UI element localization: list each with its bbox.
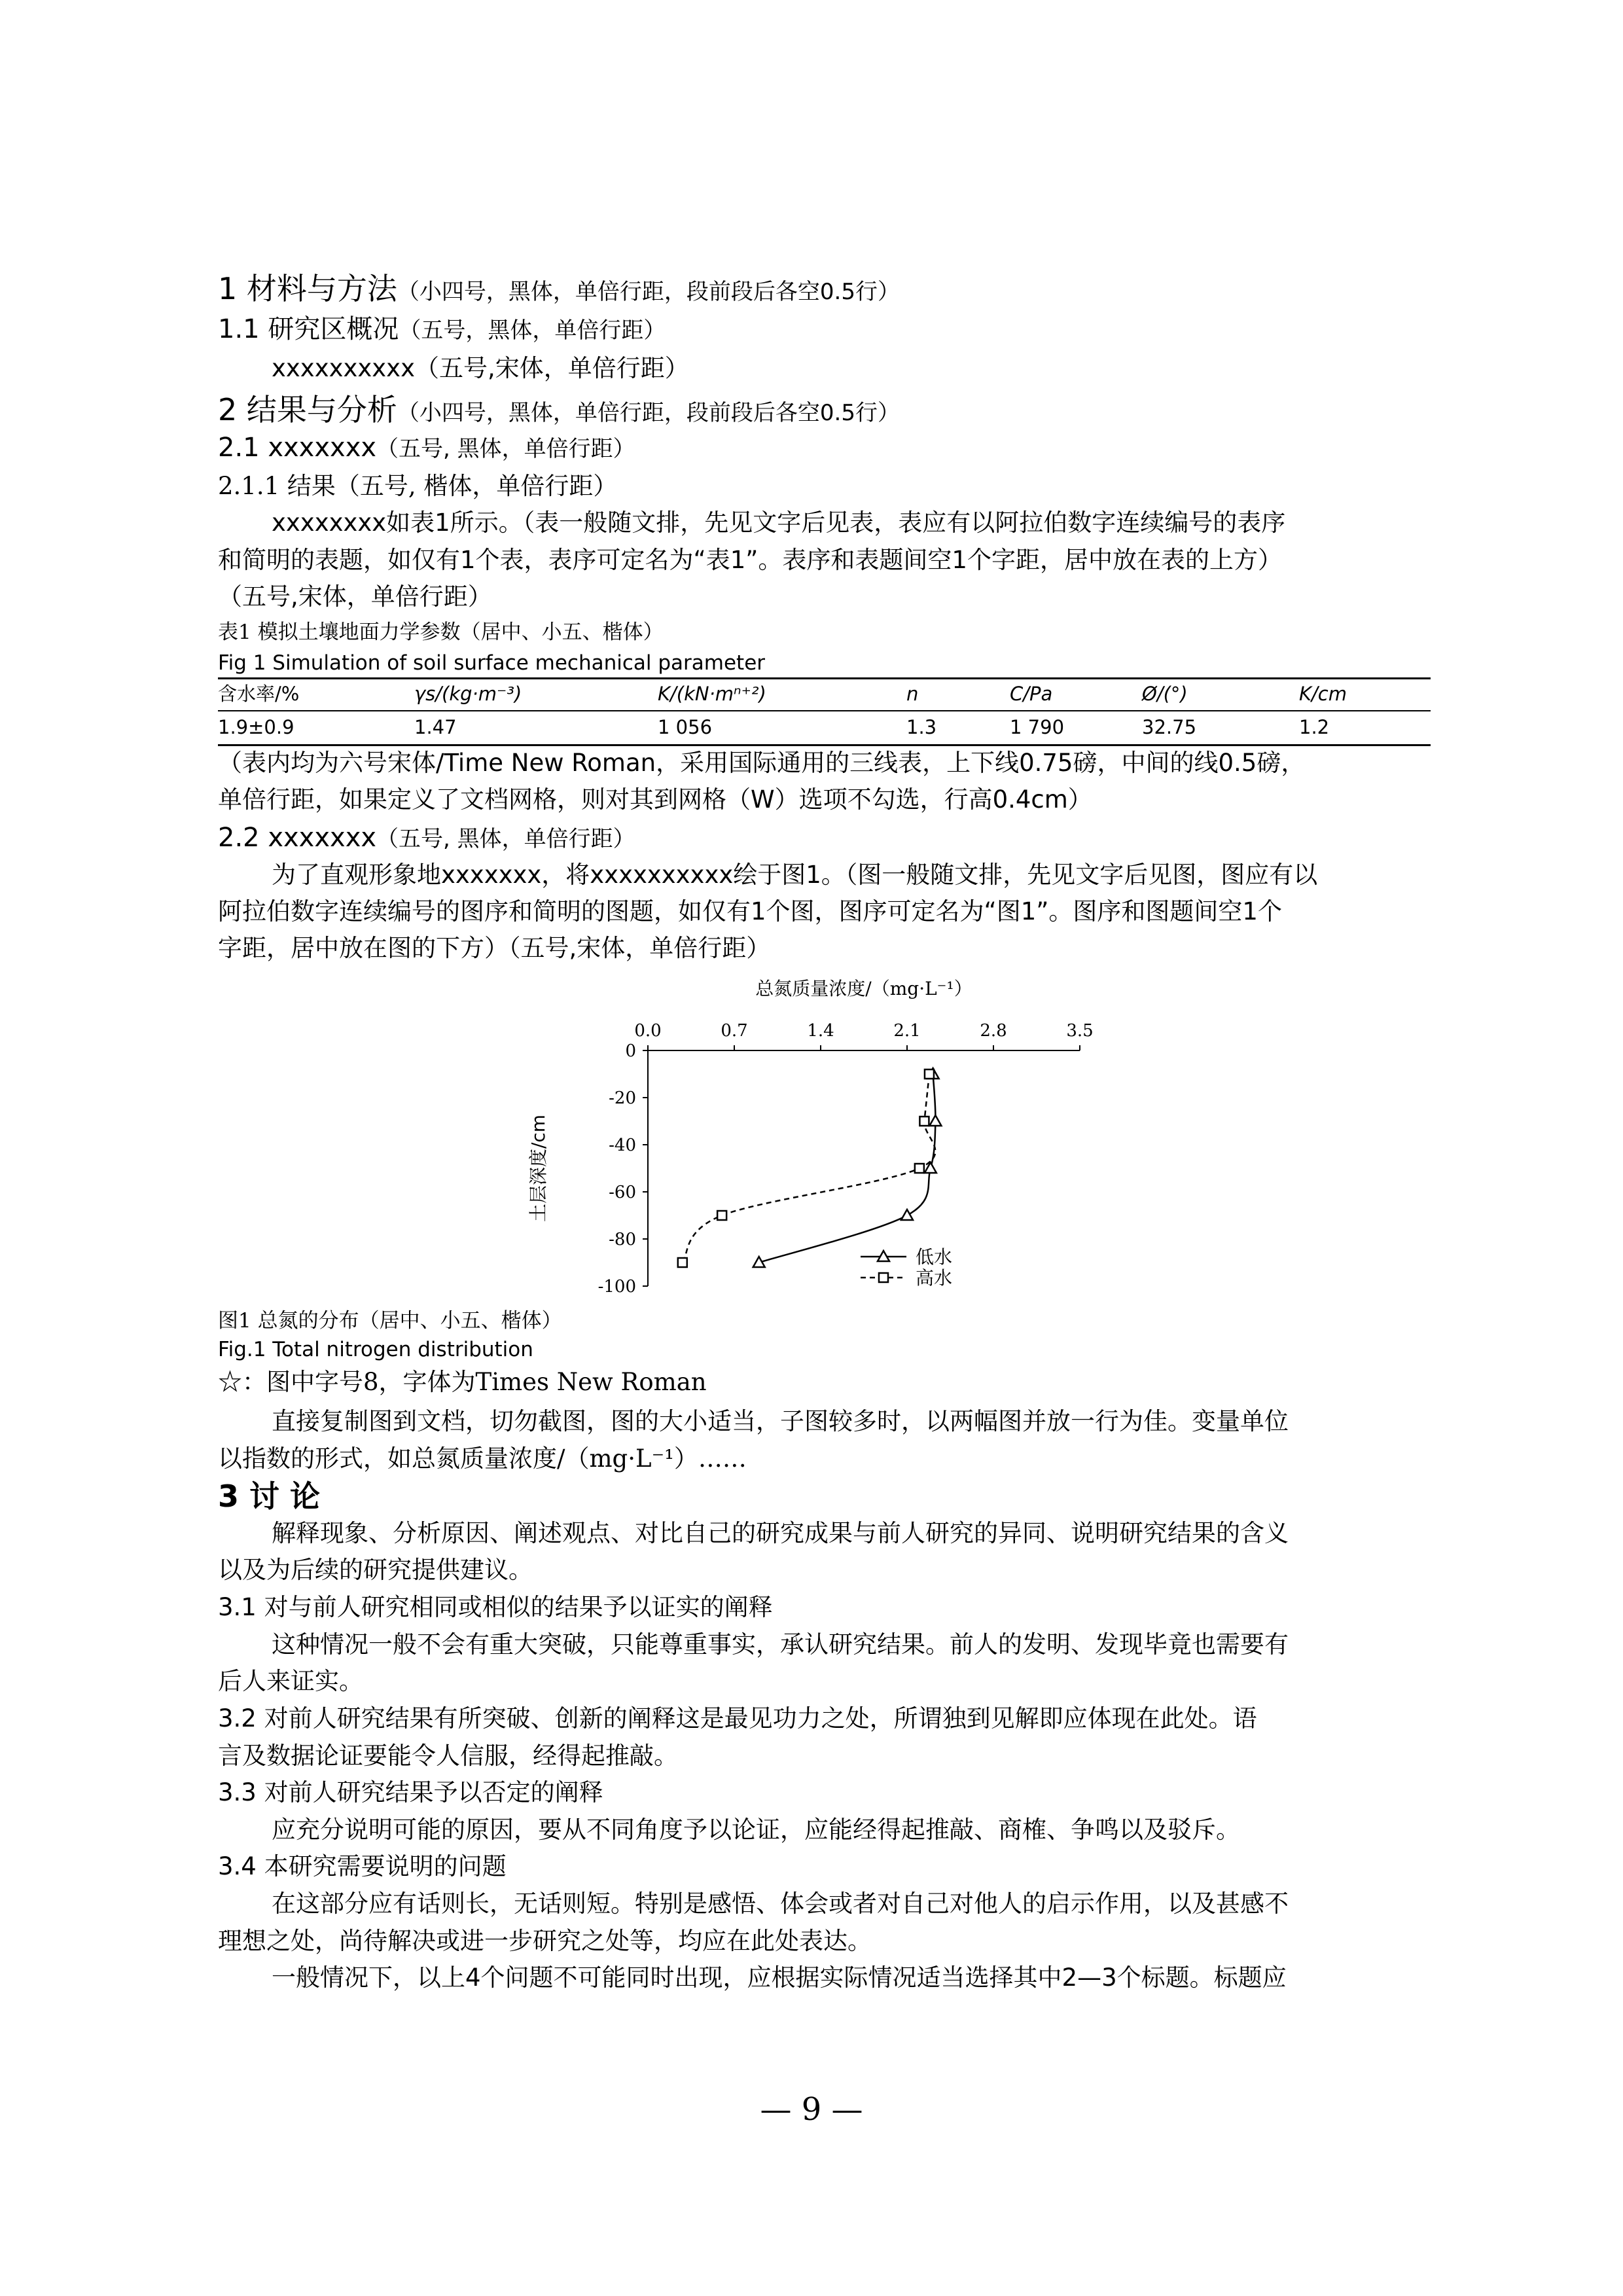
paragraph-line: 阿拉伯数字连续编号的图序和简明的图题，如仅有1个图，图序可定名为“图1”。图序和图题间空1个 xyxy=(218,897,1282,925)
y-tick-label: -80 xyxy=(609,1230,636,1249)
table-note-line: （表内均为六号宋体/Time New Roman，采用国际通用的三线表，上下线0.75磅，中间的线0.5磅， xyxy=(218,749,1306,777)
legend-label: 高水 xyxy=(916,1267,953,1289)
paragraph-line: 在这部分应有话则长，无话则短。特别是感悟、体会或者对自己对他人的启示作用，以及甚感不 xyxy=(272,1890,1289,1918)
section-2-1-heading: 2.1 xxxxxxx（五号, 黑体，单倍行距） xyxy=(218,433,635,463)
table-header-cell: K/cm xyxy=(1299,683,1347,705)
table-cell: 1.9±0.9 xyxy=(218,716,294,738)
paragraph-line: 字距，居中放在图的下方）（五号,宋体，单倍行距） xyxy=(218,934,771,962)
table-mid-rule xyxy=(218,710,1431,711)
table-cell: 32.75 xyxy=(1142,716,1197,738)
chart-title: 总氮质量浓度/（mg·L⁻¹） xyxy=(755,978,972,999)
series-line-low-water xyxy=(759,1074,936,1263)
figure-caption-en: Fig.1 Total nitrogen distribution xyxy=(218,1338,533,1361)
section-1-1-body: xxxxxxxxxx（五号,宋体，单倍行距） xyxy=(272,354,689,382)
x-tick-label: 1.4 xyxy=(807,1021,834,1041)
section-1-1-heading: 1.1 研究区概况（五号，黑体，单倍行距） xyxy=(218,314,666,344)
section-3-2-heading: 3.2 对前人研究结果有所突破、创新的阐释这是最见功力之处，所谓独到见解即应体现在此处。语 xyxy=(218,1704,1257,1732)
y-tick-label: 0 xyxy=(625,1041,636,1061)
table-header-cell: Ø/(°) xyxy=(1142,683,1188,705)
legend-marker xyxy=(879,1273,888,1282)
x-tick-label: 0.7 xyxy=(721,1021,748,1041)
paragraph-line: 以指数的形式，如总氮质量浓度/（mg·L⁻¹）…… xyxy=(218,1444,747,1473)
table-cell: 1.2 xyxy=(1299,716,1330,738)
x-tick-label: 0.0 xyxy=(634,1021,662,1041)
data-point-triangle xyxy=(929,1115,941,1126)
y-axis-label: 土层深度/cm xyxy=(527,1114,549,1223)
y-tick-label: -60 xyxy=(609,1183,636,1202)
series-line-high-water xyxy=(683,1074,935,1263)
paragraph-line: （五号,宋体，单倍行距） xyxy=(218,583,492,611)
x-tick-label: 2.8 xyxy=(980,1021,1007,1041)
table-header-cell: n xyxy=(906,683,919,705)
table-top-rule xyxy=(218,677,1431,679)
nitrogen-depth-chart xyxy=(504,969,1132,1309)
table-caption-en: Fig 1 Simulation of soil surface mechanical parameter xyxy=(218,651,766,675)
table-header-cell: C/Pa xyxy=(1010,683,1053,705)
page-number: — 9 — xyxy=(760,2091,863,2128)
y-tick-label: -100 xyxy=(597,1277,636,1297)
table-bottom-rule xyxy=(218,744,1431,746)
paragraph-line: 言及数据论证要能令人信服，经得起推敲。 xyxy=(218,1742,678,1770)
paragraph-line: 为了直观形象地xxxxxxx，将xxxxxxxxxx绘于图1。（图一般随文排，先见文字后见图，图应有以 xyxy=(272,861,1318,889)
section-3-heading: 3 讨 论 xyxy=(218,1479,321,1514)
figure-note: ☆：图中字号8，字体为Times New Roman xyxy=(218,1368,707,1396)
table-cell: 1.3 xyxy=(906,716,937,738)
data-point-square xyxy=(915,1164,924,1173)
table-cell: 1.47 xyxy=(414,716,457,738)
section-3-3-heading: 3.3 对前人研究结果予以否定的阐释 xyxy=(218,1778,603,1806)
table-header-cell: K/(kN·mⁿ⁺²) xyxy=(658,683,766,705)
table-header-cell: γs/(kg·m⁻³) xyxy=(414,683,522,705)
section-2-2-heading: 2.2 xxxxxxx（五号, 黑体，单倍行距） xyxy=(218,823,635,853)
paragraph-line: 以及为后续的研究提供建议。 xyxy=(218,1556,533,1584)
paragraph-line: 理想之处，尚待解决或进一步研究之处等，均应在此处表达。 xyxy=(218,1927,872,1955)
legend-label: 低水 xyxy=(916,1246,953,1268)
x-tick-label: 3.5 xyxy=(1066,1021,1094,1041)
paragraph-line: 这种情况一般不会有重大突破，只能尊重事实，承认研究结果。前人的发明、发现毕竟也需要有 xyxy=(272,1630,1289,1659)
data-point-triangle xyxy=(901,1210,913,1220)
paragraph-line: 和简明的表题，如仅有1个表，表序可定名为“表1”。表序和表题间空1个字距，居中放在表的上方） xyxy=(218,546,1282,574)
section-2-heading: 2 结果与分析（小四号，黑体，单倍行距，段前段后各空0.5行） xyxy=(218,392,900,427)
figure-caption-cn: 图1 总氮的分布（居中、小五、楷体） xyxy=(218,1309,562,1333)
table-cell: 1 056 xyxy=(658,716,713,738)
paragraph-line: 一般情况下，以上4个问题不可能同时出现，应根据实际情况适当选择其中2—3个标题。标题应 xyxy=(272,1964,1287,1992)
paragraph-line: 解释现象、分析原因、阐述观点、对比自己的研究成果与前人研究的异同、说明研究结果的含义 xyxy=(272,1519,1289,1547)
section-1-heading: 1 材料与方法（小四号，黑体，单倍行距，段前段后各空0.5行） xyxy=(218,271,900,306)
data-point-square xyxy=(925,1069,934,1079)
section-3-4-heading: 3.4 本研究需要说明的问题 xyxy=(218,1852,507,1880)
table-cell: 1 790 xyxy=(1010,716,1065,738)
data-point-square xyxy=(678,1258,687,1267)
y-tick-label: -20 xyxy=(609,1088,636,1108)
section-3-1-heading: 3.1 对与前人研究相同或相似的结果予以证实的阐释 xyxy=(218,1593,773,1621)
paragraph-line: 应充分说明可能的原因，要从不同角度予以论证，应能经得起推敲、商榷、争鸣以及驳斥。 xyxy=(272,1816,1240,1844)
section-2-1-1-heading: 2.1.1 结果（五号, 楷体，单倍行距） xyxy=(218,472,618,500)
y-tick-label: -40 xyxy=(609,1136,636,1155)
table-caption-cn: 表1 模拟土壤地面力学参数（居中、小五、楷体） xyxy=(218,620,664,644)
table-note-line: 单倍行距，如果定义了文档网格，则对其到网格（W）选项不勾选，行高0.4cm） xyxy=(218,785,1092,814)
data-point-square xyxy=(717,1211,726,1220)
x-tick-label: 2.1 xyxy=(893,1021,921,1041)
paragraph-line: 直接复制图到文档，切勿截图，图的大小适当，子图较多时，以两幅图并放一行为佳。变量单位 xyxy=(272,1407,1289,1435)
paragraph-line: xxxxxxxx如表1所示。（表一般随文排，先见文字后见表，表应有以阿拉伯数字连续编号的表序 xyxy=(272,509,1286,537)
paragraph-line: 后人来证实。 xyxy=(218,1667,363,1695)
data-point-square xyxy=(919,1117,929,1126)
table-header-cell: 含水率/% xyxy=(218,683,300,705)
